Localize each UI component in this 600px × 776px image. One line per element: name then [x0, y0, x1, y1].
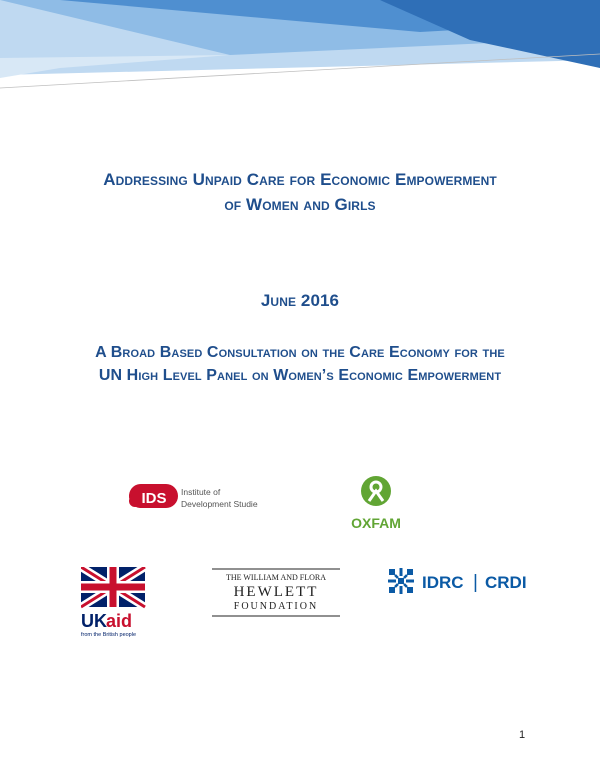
- ids-mark: IDS: [141, 490, 167, 507]
- ukaid-uk: UK: [81, 611, 107, 631]
- crdi-label: CRDI: [485, 573, 527, 592]
- document-title: [0, 167, 600, 217]
- union-flag-icon: [81, 567, 145, 607]
- hewlett-line-3: FOUNDATION: [233, 601, 319, 612]
- page-number: 1: [519, 729, 526, 741]
- ukaid-logo-graphic: [81, 567, 147, 639]
- hewlett-line-1: THE WILLIAM AND FLORA: [225, 573, 327, 582]
- hewlett-logo-graphic: [212, 568, 340, 618]
- ukaid-aid: aid: [106, 611, 133, 631]
- oxfam-wordmark: OXFAM: [351, 515, 401, 531]
- ids-logo-graphic: [128, 482, 258, 514]
- document-title-line-2: of Women and Girls: [224, 195, 376, 214]
- idrc-snowflake-icon: [388, 568, 414, 594]
- idrc-crdi-logo: [388, 568, 538, 598]
- idrc-separator: |: [473, 572, 478, 593]
- document-title-line-1: Addressing Unpaid Care for Economic Empowerment: [103, 170, 497, 189]
- ukaid-tagline: from the British people: [81, 632, 137, 638]
- oxfam-logo: [348, 474, 404, 532]
- hewlett-line-2: HEWLETT: [233, 584, 319, 600]
- document-subtitle: [0, 341, 600, 387]
- document-subtitle-line-2: UN High Level Panel on Women’s Economic Empowerment: [98, 367, 502, 384]
- idrc-logo-graphic: [388, 568, 538, 598]
- ids-text-line-1: Institute of: [181, 487, 221, 497]
- ids-text-line-2: Development Studies: [181, 499, 258, 509]
- document-date: June 2016: [260, 291, 340, 310]
- header-banner: [0, 0, 600, 95]
- hewlett-foundation-logo: [212, 568, 340, 618]
- ukaid-logo: [81, 567, 147, 639]
- ids-logo: [128, 482, 258, 514]
- document-subtitle-line-1: A Broad Based Consultation on the Care Economy for the: [95, 344, 505, 361]
- oxfam-logo-graphic: [348, 474, 404, 532]
- idrc-label: IDRC: [422, 573, 464, 592]
